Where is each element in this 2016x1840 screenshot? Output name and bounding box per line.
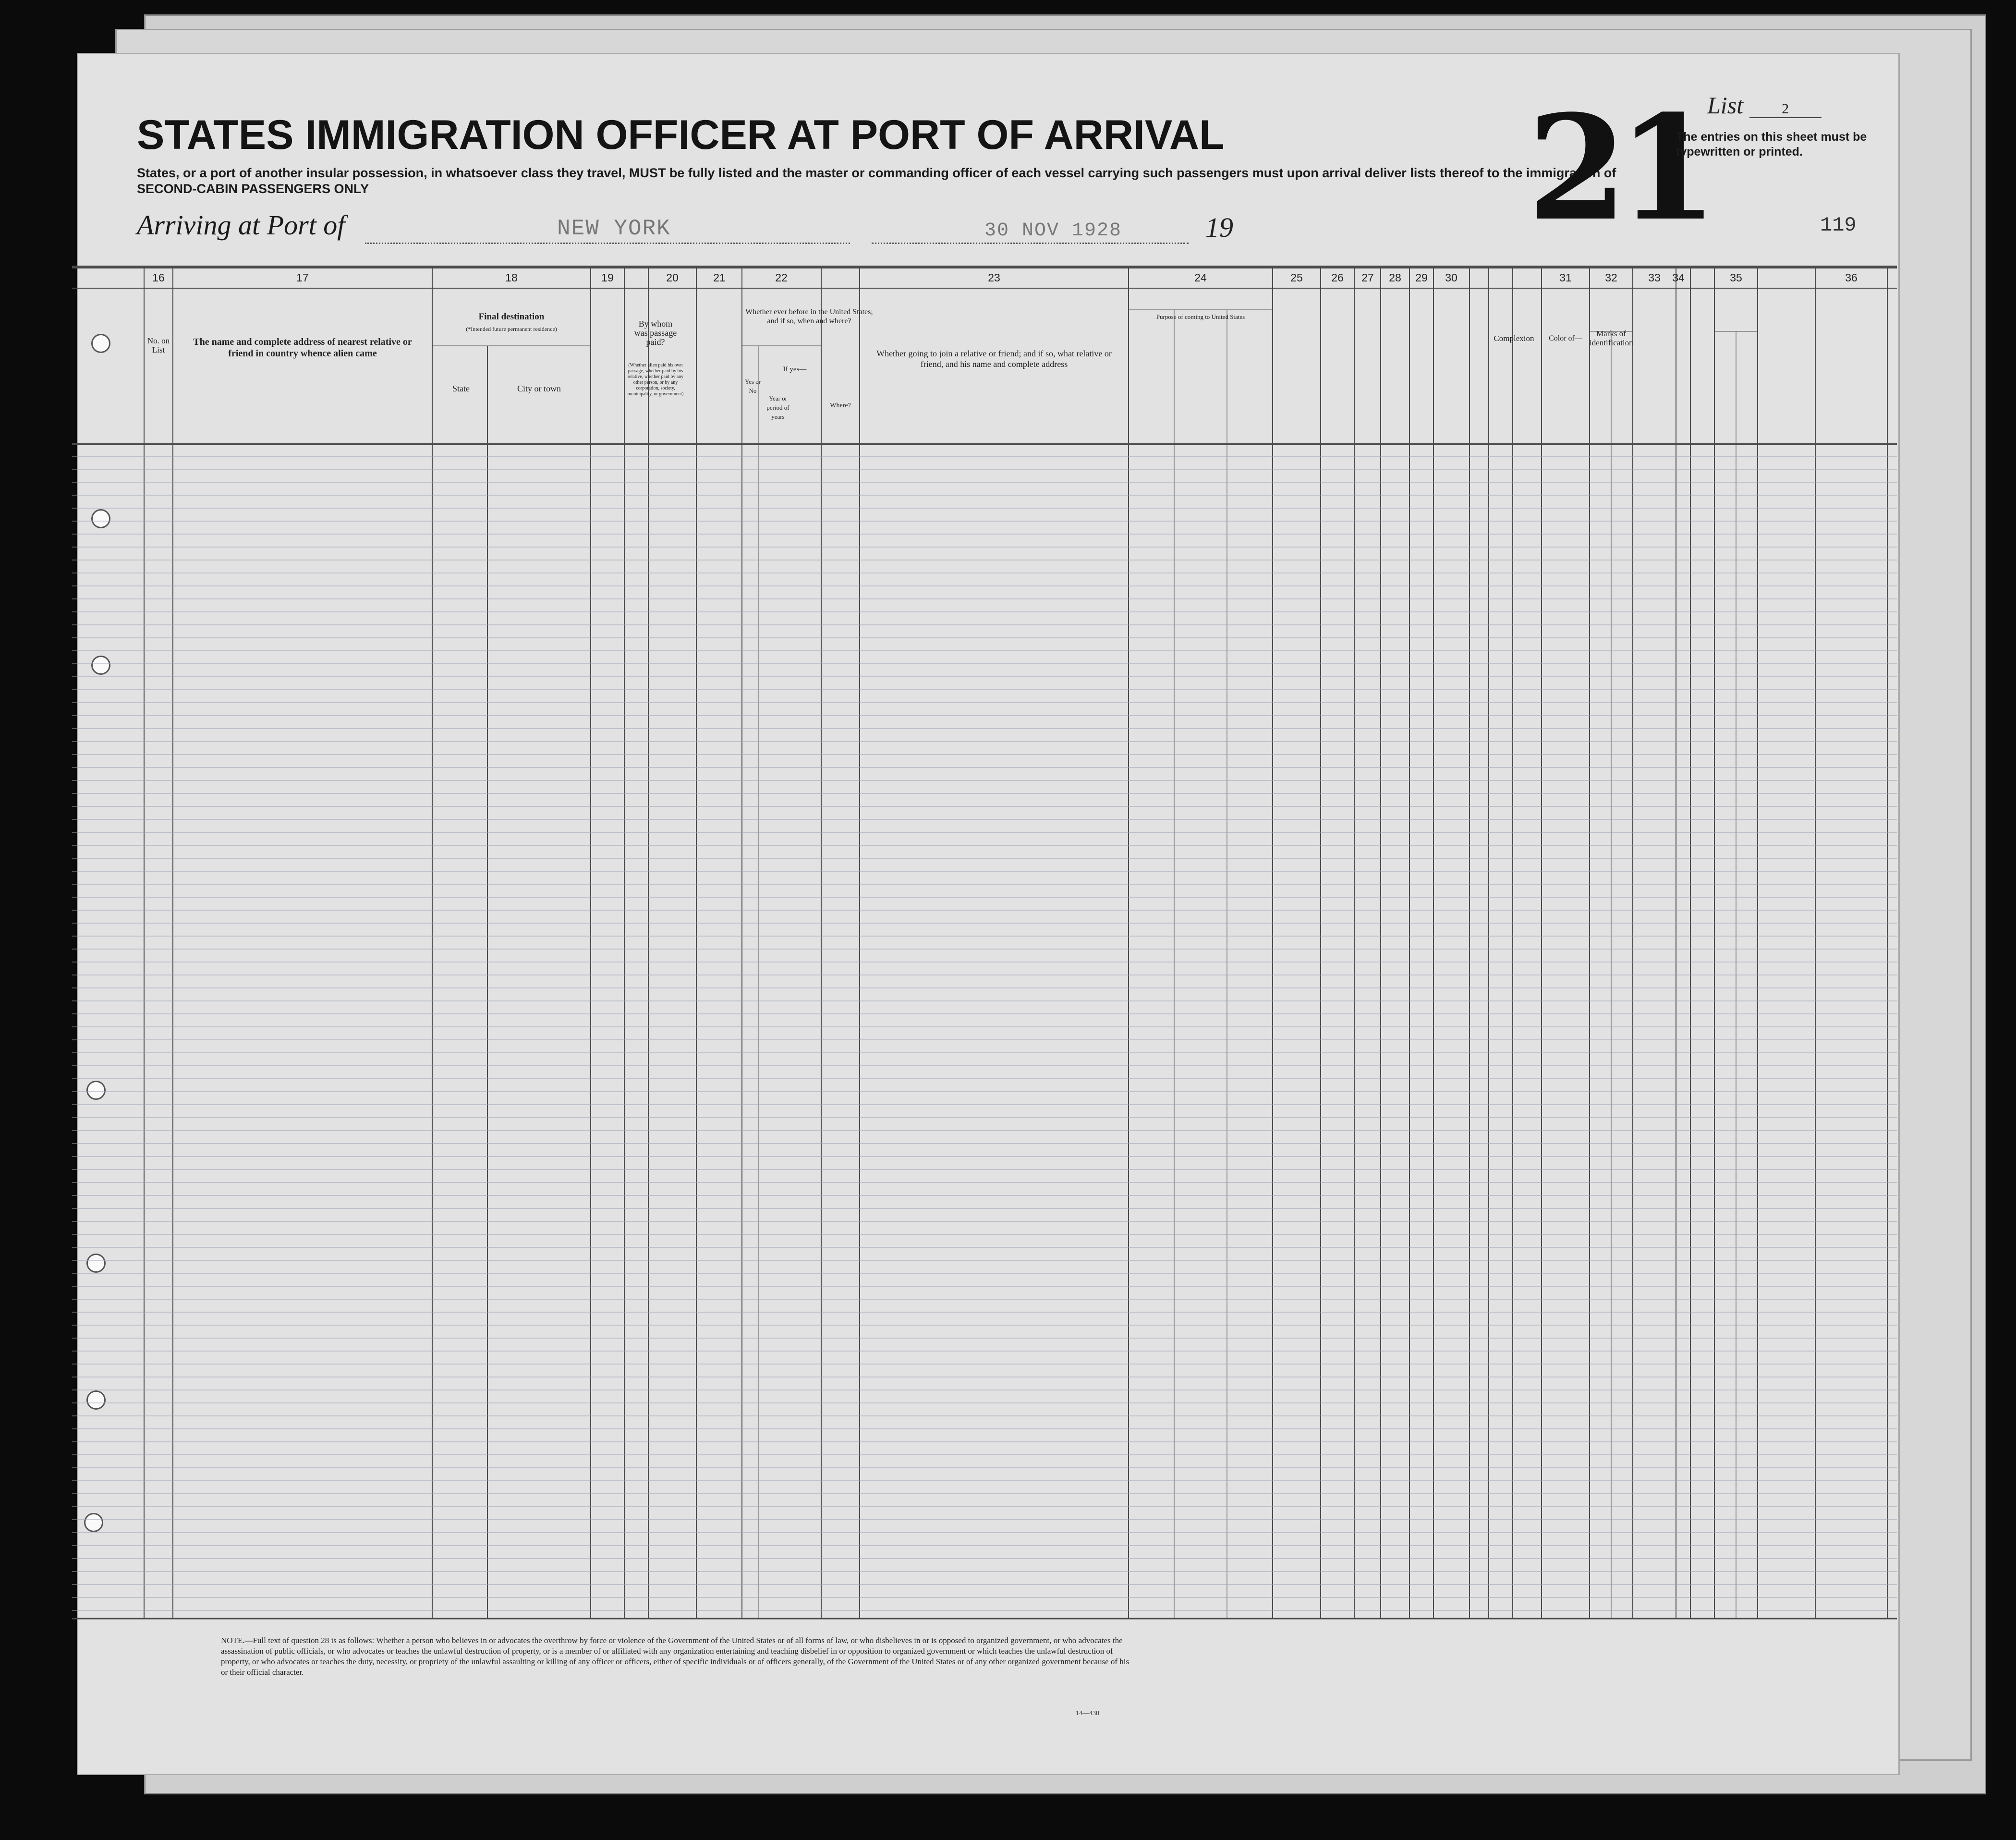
column-number: 25 xyxy=(1290,271,1303,284)
column-number: 29 xyxy=(1415,271,1428,284)
header-city: City or town xyxy=(517,384,561,393)
column-number: 19 xyxy=(601,271,614,284)
header-if-yes: If yes— xyxy=(783,366,807,373)
header-final-destination-note: (*Intended future permanent residence) xyxy=(466,326,557,332)
column-number: 20 xyxy=(666,271,679,284)
column-number: 27 xyxy=(1361,271,1374,284)
instructions-line: States, or a port of another insular possession, in whatsoever class they travel, MUST be fully listed and the master or commanding officer of each vessel carrying such passengers must upon arrival deliver lists thereof to the immigration of xyxy=(137,166,1616,180)
column-number: 31 xyxy=(1559,271,1572,284)
column-number: 34 xyxy=(1672,271,1685,284)
column-number: 21 xyxy=(713,271,726,284)
column-number: 22 xyxy=(775,271,788,284)
form-number: 14—430 xyxy=(1076,1710,1099,1717)
column-number: 30 xyxy=(1445,271,1457,284)
header-final-destination: Final destination xyxy=(478,312,545,322)
sheet-number: 21 xyxy=(1527,83,1709,253)
header-yes-no: Yes or No xyxy=(745,378,761,394)
header-passage-note: (Whether alien paid his own passage, whether paid by his relative, whether paid by any other person, or by any corporation, society, municipality, or government) xyxy=(627,363,684,397)
list-label: List xyxy=(1707,92,1744,119)
column-number: 36 xyxy=(1845,271,1858,284)
date-stamp: 30 NOV 1928 xyxy=(984,220,1122,242)
column-number: 35 xyxy=(1730,271,1742,284)
header-where: Where? xyxy=(830,402,851,409)
typewritten-note: The entries on this sheet must be typewritten or printed. xyxy=(1676,130,1867,158)
column-number: 23 xyxy=(988,271,1000,284)
column-number: 24 xyxy=(1194,271,1207,284)
cabin-class: SECOND-CABIN PASSENGERS ONLY xyxy=(137,182,369,196)
header-purpose: Purpose of coming to United States xyxy=(1156,313,1245,320)
header-height: Marks of identification xyxy=(1590,329,1633,347)
column-number: 33 xyxy=(1648,271,1661,284)
column-number: 28 xyxy=(1389,271,1401,284)
header-no-on-list: No. on List xyxy=(147,336,170,354)
header-ever-before: Whether ever before in the United States; and if so, when and where? xyxy=(745,308,873,325)
port-stamp: NEW YORK xyxy=(557,216,671,241)
header-deformed: Color of— xyxy=(1549,334,1582,342)
footnote: NOTE.—Full text of question 28 is as follows: Whether a person who believes in or advocates the overthrow by force or violence of the Government of the United States or of all forms of law, or who disbelieves in or is opposed to organized government, or who advocates the assassination of public officials, or who advocates or teaches the unlawful destruction of property, or is a member of or affiliated with any organization entertaining and teaching disbelief in or opposition to organized government or which teaches the unlawful destruction of property, or who advocates or teaches the duty, necessity, or propriety of the unlawful assaulting or killing of any officer or officers, either of specific individuals or of officers generally, of the Government of the United States or of any other organized government because of his or their official character. xyxy=(221,1636,1129,1677)
column-number: 16 xyxy=(152,271,165,284)
column-number: 32 xyxy=(1605,271,1617,284)
header-state: State xyxy=(452,384,470,393)
page-title: STATES IMMIGRATION OFFICER AT PORT OF ARRIVAL xyxy=(137,112,1225,158)
list-value: 2 xyxy=(1749,101,1822,118)
year-prefix: 19 xyxy=(1205,212,1233,243)
column-number: 17 xyxy=(296,271,309,284)
ship-number: 119 xyxy=(1820,214,1857,237)
header-passage-paid: By whom was passage paid? xyxy=(634,319,677,347)
column-number: 26 xyxy=(1331,271,1344,284)
header-joining: Whether going to join a relative or friend; and if so, what relative or friend, and his name and complete address xyxy=(876,349,1112,369)
column-number: 18 xyxy=(505,271,518,284)
header-health: Complexion xyxy=(1494,334,1534,343)
header-years: Year or period of years xyxy=(766,395,789,420)
arriving-label: Arriving at Port of xyxy=(137,209,345,241)
header-relative: The name and complete address of nearest relative or friend in country whence alien came xyxy=(193,337,412,359)
